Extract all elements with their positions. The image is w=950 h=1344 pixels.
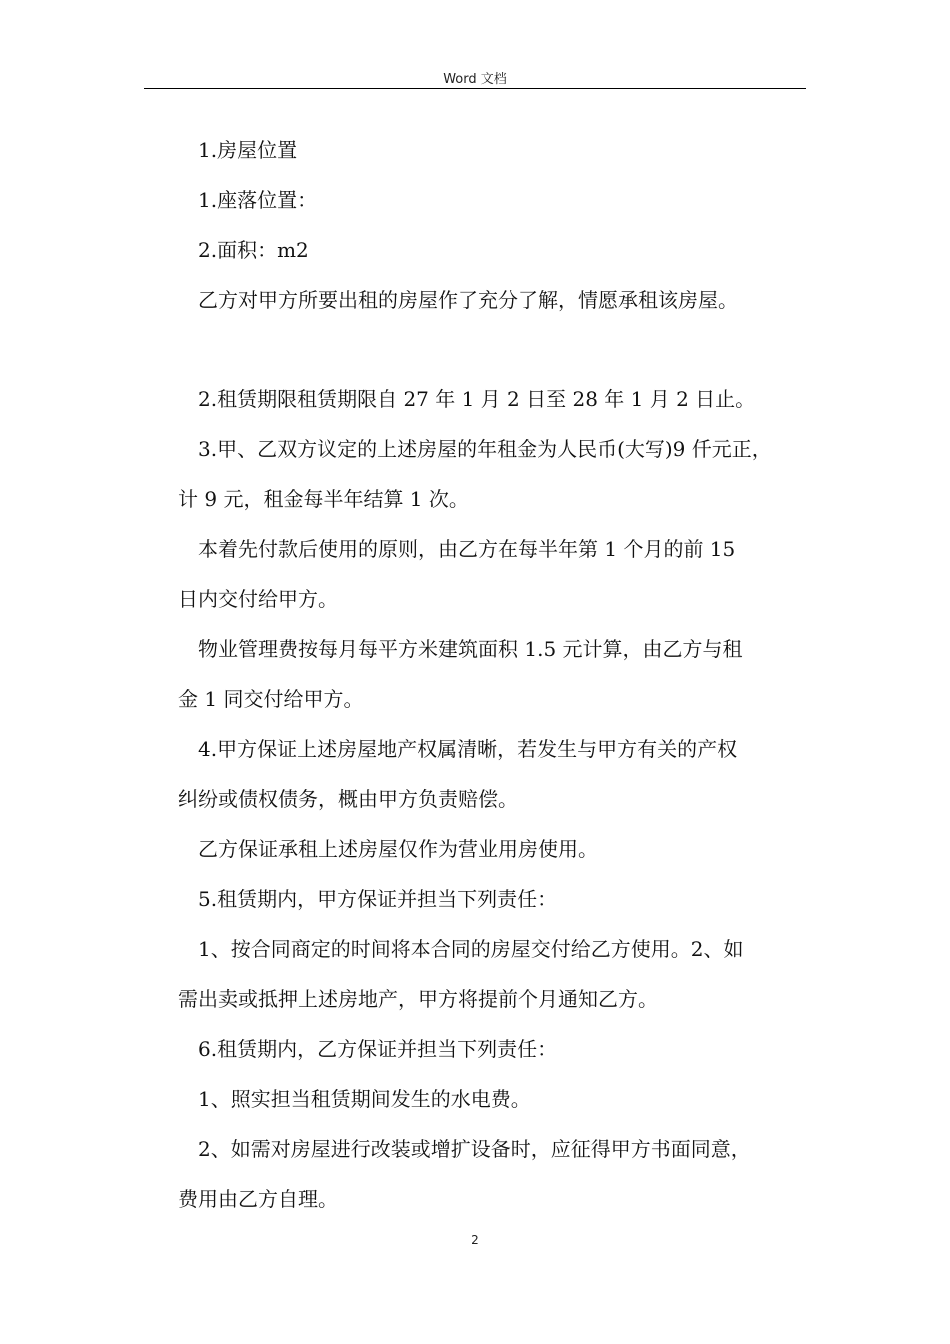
page-header-title: Word 文档: [443, 72, 507, 87]
paragraph-line: 计 9 元，租金每半年结算 1 次。: [178, 487, 469, 511]
paragraph-line: 2、如需对房屋进行改装或增扩设备时，应征得甲方书面同意，: [198, 1137, 751, 1161]
paragraph-line: 1.座落位置：: [198, 188, 318, 212]
paragraph-line: 1、按合同商定的时间将本合同的房屋交付给乙方使用。2、如: [198, 937, 744, 961]
paragraph-line: 纠纷或债权债务，概由甲方负责赔偿。: [178, 787, 518, 811]
paragraph-line: 2.面积：m2: [198, 238, 309, 262]
paragraph-line: 6.租赁期内，乙方保证并担当下列责任：: [198, 1037, 558, 1061]
paragraph-line: 3.甲、乙双方议定的上述房屋的年租金为人民币(大写)9 仟元正，: [198, 437, 772, 461]
paragraph-line: 4.甲方保证上述房屋地产权属清晰，若发生与甲方有关的产权: [198, 737, 738, 761]
paragraph-line: 日内交付给甲方。: [178, 587, 338, 611]
header-divider: [144, 88, 806, 89]
paragraph-line: 金 1 同交付给甲方。: [178, 687, 364, 711]
paragraph-line: 本着先付款后使用的原则，由乙方在每半年第 1 个月的前 15: [198, 537, 736, 561]
page-number: 2: [471, 1233, 479, 1247]
document-body: [178, 134, 806, 1233]
paragraph-line: 5.租赁期内，甲方保证并担当下列责任：: [198, 887, 558, 911]
paragraph-line: 乙方对甲方所要出租的房屋作了充分了解，情愿承租该房屋。: [198, 288, 738, 312]
paragraph-line: 1.房屋位置: [198, 138, 298, 162]
paragraph-line: 1、照实担当租赁期间发生的水电费。: [198, 1087, 531, 1111]
paragraph-line: 物业管理费按每月每平方米建筑面积 1.5 元计算，由乙方与租: [198, 637, 743, 661]
paragraph-line: 费用由乙方自理。: [178, 1187, 338, 1211]
paragraph-line: 乙方保证承租上述房屋仅作为营业用房使用。: [198, 837, 598, 861]
paragraph-line: 2.租赁期限租赁期限自 27 年 1 月 2 日至 28 年 1 月 2 日止。: [198, 387, 756, 411]
paragraph-line: 需出卖或抵押上述房地产，甲方将提前个月通知乙方。: [178, 987, 658, 1011]
